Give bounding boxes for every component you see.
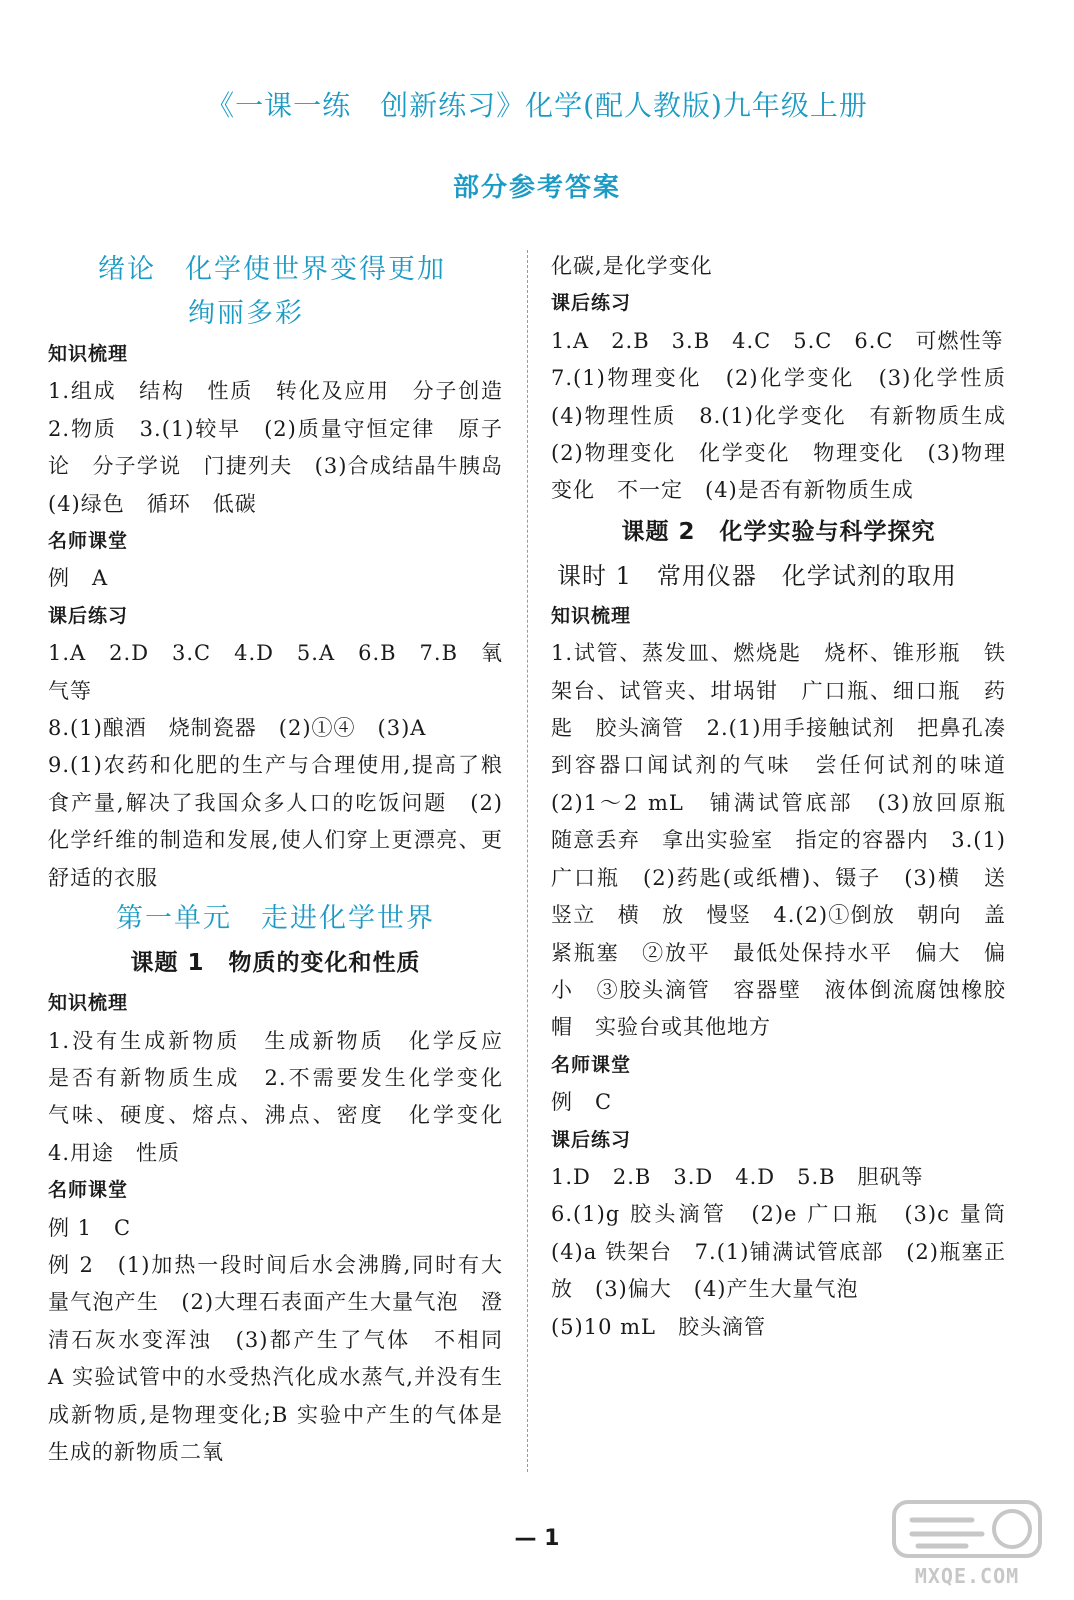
answer-paragraph: 1.试管、蒸发皿、燃烧匙 烧杯、锥形瓶 铁架台、试管夹、坩埚钳 广口瓶、细口瓶 药匙 胶头滴管 2.(1)用手接触试剂 把鼻孔凑到容器口闻试剂的气味 尝任何试剂的味道 (2)1～2 mL 铺满试管底部 (3)放回原瓶 随意丢弃 拿出实验室 指定的容器内 3.(1)广口瓶 (2)药匙(或纸槽)、镊子 (3)横 送 竖立 横 放 慢竖 4.(2)①倒放 朝向 盖紧瓶塞 ②放平 最低处保持水平 偏大 偏小 ③胶头滴管 容器壁 液体倒流腐蚀橡胶帽 实验台或其他地方 [551, 641, 1028, 1040]
answer-paragraph: 6.(1)g 胶头滴管 (2)e 广口瓶 (3)c 量筒 (4)a 铁架台 7.(1)铺满试管底部 (2)瓶塞正放 (3)偏大 (4)产生大量气泡 [551, 1202, 1028, 1302]
chapter-title-line2: 绚丽多彩 [188, 298, 304, 329]
book-title: 《一课一练 创新练习》化学(配人教版)九年级上册 [206, 89, 868, 122]
right-column [551, 248, 1028, 1346]
unit-title: 第一单元 走进化学世界 [116, 903, 435, 935]
section-heading: 课后练习 [551, 292, 632, 315]
answer-paragraph: 1.组成 结构 性质 转化及应用 分子创造 2.物质 3.(1)较早 (2)质量守恒定律 原子论 分子学说 门捷列夫 (3)合成结晶牛胰岛 (4)绿色 循环 低碳 [48, 379, 525, 516]
section-heading: 名师课堂 [551, 1053, 632, 1076]
answer-paragraph: 化碳,是化学变化 [551, 254, 713, 278]
answer-paragraph: 1.A 2.D 3.C 4.D 5.A 6.B 7.B 氧气等 [48, 641, 503, 703]
answer-paragraph: 例 C [551, 1090, 613, 1115]
answer-paragraph: 1.没有生成新物质 生成新物质 化学反应 是否有新物质生成 2.不需要发生化学变化 气味、硬度、熔点、沸点、密度 化学变化 4.用途 性质 [48, 1028, 525, 1165]
page-header [0, 86, 1074, 206]
watermark-logo [872, 1494, 1062, 1592]
answer-paragraph: (5)10 mL 胶头滴管 [551, 1314, 767, 1339]
section-heading: 课后练习 [551, 1128, 632, 1151]
section-heading: 名师课堂 [48, 1179, 129, 1202]
chapter-title-line1: 绪论 化学使世界变得更加 [98, 254, 446, 285]
section-heading: 名师课堂 [48, 530, 129, 553]
answer-paragraph: 9.(1)农药和化肥的生产与合理使用,提高了粮食产量,解决了我国众多人口的吃饭问题 (2)化学纤维的制造和发展,使人们穿上更漂亮、更舒适的衣服 [48, 753, 503, 890]
section-heading: 知识梳理 [551, 604, 632, 627]
topic-title: 课题 1 物质的变化和性质 [130, 950, 421, 977]
answer-paragraph: 例 2 (1)加热一段时间后水会沸腾,同时有大量气泡产生 (2)大理石表面产生大量气泡 澄清石灰水变浑浊 (3)都产生了气体 不相同 A 实验试管中的水受热汽化成水蒸气,并没有生成新物质,是物理变化;B 实验中产生的气体是生成的新物质二氧 [48, 1252, 525, 1464]
section-heading: 知识梳理 [48, 992, 129, 1015]
section-heading: 课后练习 [48, 604, 129, 627]
lesson-title: 课时 1 常用仪器 化学试剂的取用 [557, 561, 957, 590]
answers-title: 部分参考答案 [452, 173, 621, 203]
answer-paragraph: 例 1 C [48, 1215, 132, 1240]
page-number: — 1 [514, 1526, 560, 1551]
answer-paragraph: 8.(1)酿酒 烧制瓷器 (2)①④ (3)A [48, 716, 427, 741]
answer-paragraph: 1.D 2.B 3.D 4.D 5.B 胆矾等 [551, 1164, 924, 1189]
answer-paragraph: 1.A 2.B 3.B 4.C 5.C 6.C 可燃性等 [551, 328, 1004, 353]
topic-title: 课题 2 化学实验与科学探究 [621, 518, 936, 545]
answer-paragraph: 7.(1)物理变化 (2)化学变化 (3)化学性质 (4)物理性质 8.(1)化学变化 有新物质生成 (2)物理变化 化学变化 物理变化 (3)物理变化 不一定 (4)是否有新物质生成 [551, 366, 1028, 503]
section-heading: 知识梳理 [48, 343, 129, 365]
column-divider [527, 250, 528, 1472]
answer-paragraph: 例 A [48, 566, 109, 591]
left-column [48, 248, 525, 1471]
watermark-text: MXQE.COM [914, 1564, 1020, 1588]
